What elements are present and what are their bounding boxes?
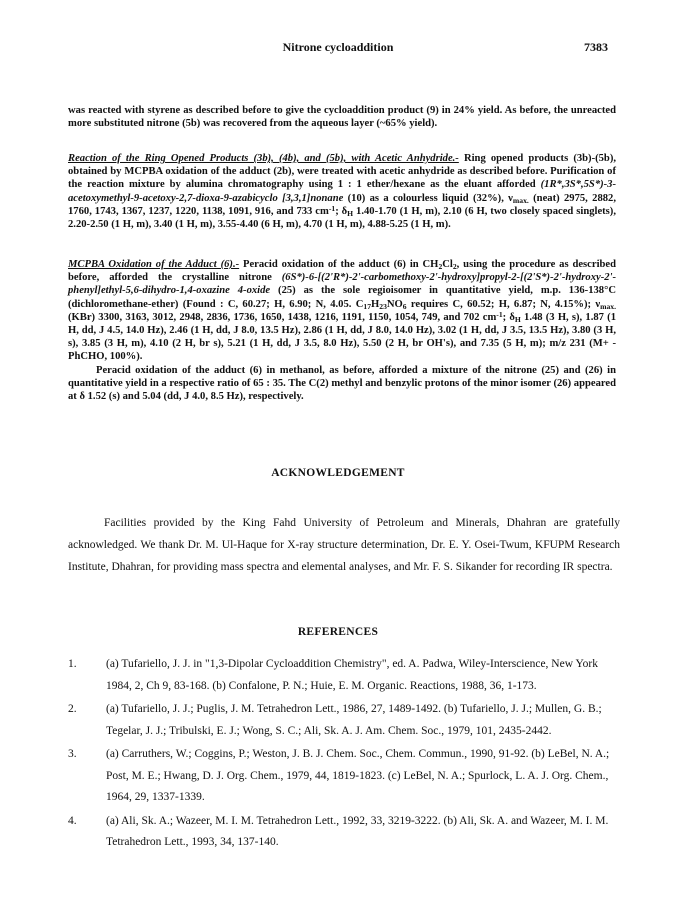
paragraph-text: NO: [386, 298, 403, 310]
paragraph-text: , using the procedure as described before, afforded the crystalline nitrone: [68, 259, 617, 284]
superscript: -1: [328, 203, 336, 213]
subscript: 6: [402, 301, 407, 311]
subscript: max.: [512, 195, 529, 205]
paragraph-text: 1.40-1.70 (1 H, m), 2.10 (6 H, two closely spaced singlets), 2.20-2.50 (1 H, m), 3.40 (1 H, m), 3.55-4.40 (6 H, m), 4.70 (1 H, m), 4.88-5.25 (1 H, m).: [68, 205, 616, 231]
reference-number: 3.: [68, 748, 77, 760]
compound-name: (1R*,3S*,5S*)-3-acetoxymethyl-9-acetoxy-2,7-dioxa-9-azabicyclo [3,3,1]nonane: [68, 179, 616, 204]
reference-item: [68, 699, 620, 742]
paragraph-text: 1.48 (3 H, s), 1.87 (1 H, dd, J 4.5, 14.0 Hz), 2.46 (1 H, dd, J 8.0, 13.5 Hz), 2.86 (1 H, dd, J 8.0, 14.0 Hz), 3.02 (1 H, dd, J 3.5, 13.5 Hz), 3.80 (3 H, s), 3.85 (3 H, m), 4.10 (2 H, br s), 5.21 (1 H, dd, J 3.5, 8.0 Hz), 5.50 (2 H, br OH's), and 7.35 (5 H, m); m/z 231 (M+ - PhCHO, 100%).: [68, 311, 616, 363]
reference-number: 1.: [68, 658, 77, 670]
compound-name: (6S*)-6-[(2'R*)-2'-carbomethoxy-2'-hydroxy]propyl-2-[(2'S*)-2'-hydroxy-2'-phenyl]ethyl-5,6-dihydro-1,4-oxazine 4-oxide: [68, 272, 616, 297]
paragraph-text: ; δ: [335, 205, 348, 217]
paragraph-text: Peracid oxidation of the adduct (6) in methanol, as before, afforded a mixture of the nitrone (25) and (26) in quantitative yield in a respective ratio of 65 : 35. The C(2) methyl and benzylic protons of the minor isomer (26) appeared at δ 1.52 (s) and 5.04 (dd, J 4.0, 8.5 Hz), respectively.: [68, 364, 616, 403]
references-heading: REFERENCES: [297, 626, 379, 638]
reference-number: 2.: [68, 703, 77, 715]
paragraph-text: was reacted with styrene as described before to give the cycloaddition product (9) in 24% yield. As before, the unreacted more substituted nitrone (5b) was recovered from the aqueous layer (~65% yield).: [68, 105, 616, 130]
section-heading: Reaction of the Ring Opened Products (3b), (4b), and (5b), with Acetic Anhydride.-: [68, 153, 459, 164]
paragraph-mcpba-oxidation: [68, 258, 616, 403]
reference-item: [68, 654, 620, 697]
subscript: H: [514, 314, 521, 324]
page-number: 7383: [584, 40, 608, 54]
paragraph-text: Peracid oxidation of the adduct (6) in CH: [239, 259, 439, 270]
reference-text: (a) Ali, Sk. A.; Wazeer, M. I. M. Tetrahedron Lett., 1992, 33, 3219-3222. (b) Ali, Sk. A. and Wazeer, M. I. M. Tetrahedron Lett., 1993, 34, 137-140.: [106, 814, 609, 848]
reference-item: [68, 811, 620, 854]
subscript: 23: [379, 301, 387, 311]
paragraph-text: requires C, 60.52; H, 6.87; N, 4.15%); ν: [406, 298, 601, 310]
superscript: -1: [496, 309, 503, 319]
paragraph-text: Cl: [442, 259, 453, 270]
paragraph-text: Ring opened products (3b)-(5b), obtained by MCPBA oxidation of the adduct (2b), were treated with acetic anhydride as described before. Purification of the reaction mixture by alumina chromatography using 1 : 1 ether/hexane as the eluant afforded: [68, 153, 616, 191]
subscript: H: [347, 208, 354, 218]
subscript: 2: [452, 261, 457, 271]
running-title: Nitrone cycloaddition: [282, 40, 394, 54]
acknowledgement-heading: ACKNOWLEDGEMENT: [271, 467, 405, 479]
reference-text: (a) Tufariello, J. J.; Puglis, J. M. Tetrahedron Lett., 1986, 27, 1489-1492. (b) Tufariello, J. J.; Mullen, G. B.; Tegelar, J. J.; Tribulski, E. J.; Wong, S. C.; Ali, Sk. A. J. Am. Chem. Soc., 1979, 101, 2435-2442.: [106, 703, 602, 737]
section-heading: MCPBA Oxidation of the Adduct (6).-: [68, 259, 240, 270]
paragraph-intro: [68, 104, 616, 130]
subscript: 2: [438, 261, 443, 271]
acknowledgement-text: Facilities provided by the King Fahd University of Petroleum and Minerals, Dhahran are gratefully acknowledged. We thank Dr. M. Ul-Haque for X-ray structure determination, Dr. E. Y. Osei-Twum, KFUPM Research Institute, Dhahran, for providing mass spectra and elemental analyses, and Mr. F. S. Sikander for recording IR spectra.: [68, 517, 620, 573]
subscript: max.: [600, 301, 616, 311]
reference-item: [68, 744, 620, 809]
paragraph-text: ; δ: [502, 311, 515, 323]
subscript: 17: [363, 301, 372, 311]
paragraph-acetic-anhydride: [68, 152, 616, 231]
paragraph-text: H: [371, 298, 380, 310]
paragraph-text: (KBr) 3300, 3163, 3012, 2948, 2836, 1736, 1650, 1438, 1216, 1191, 1150, 1054, 749, and 702 cm: [68, 311, 497, 323]
paragraph-text: (25) as the sole regioisomer in quantitative yield, m.p. 136-138°C (dichloromethane-ether) (Found : C, 60.27; H, 6.90; N, 4.05. C: [68, 285, 616, 310]
reference-text: (a) Carruthers, W.; Coggins, P.; Weston, J. B. J. Chem. Soc., Chem. Commun., 1990, 91-92. (b) LeBel, N. A.; Post, M. E.; Hwang, D. J. Org. Chem., 1979, 44, 1819-1823. (c) LeBel, N. A.; Spurlock, L. A. J. Org. Chem., 1964, 29, 1337-1339.: [106, 748, 610, 803]
reference-number: 4.: [68, 814, 77, 827]
paragraph-text: (10) as a colourless liquid (32%), ν: [343, 192, 513, 204]
reference-text: (a) Tufariello, J. J. in "1,3-Dipolar Cycloaddition Chemistry", ed. A. Padwa, Wiley-Interscience, New York 1984, 2, Ch 9, 83-168. (b) Confalone, P. N.; Huie, E. M. Organic. Reactions, 1988, 36, 1-173.: [106, 658, 598, 692]
paragraph-text: (neat) 2975, 2882, 1760, 1743, 1367, 1237, 1220, 1138, 1091, 916, and 733 cm: [68, 192, 616, 217]
references-list: [68, 654, 620, 856]
